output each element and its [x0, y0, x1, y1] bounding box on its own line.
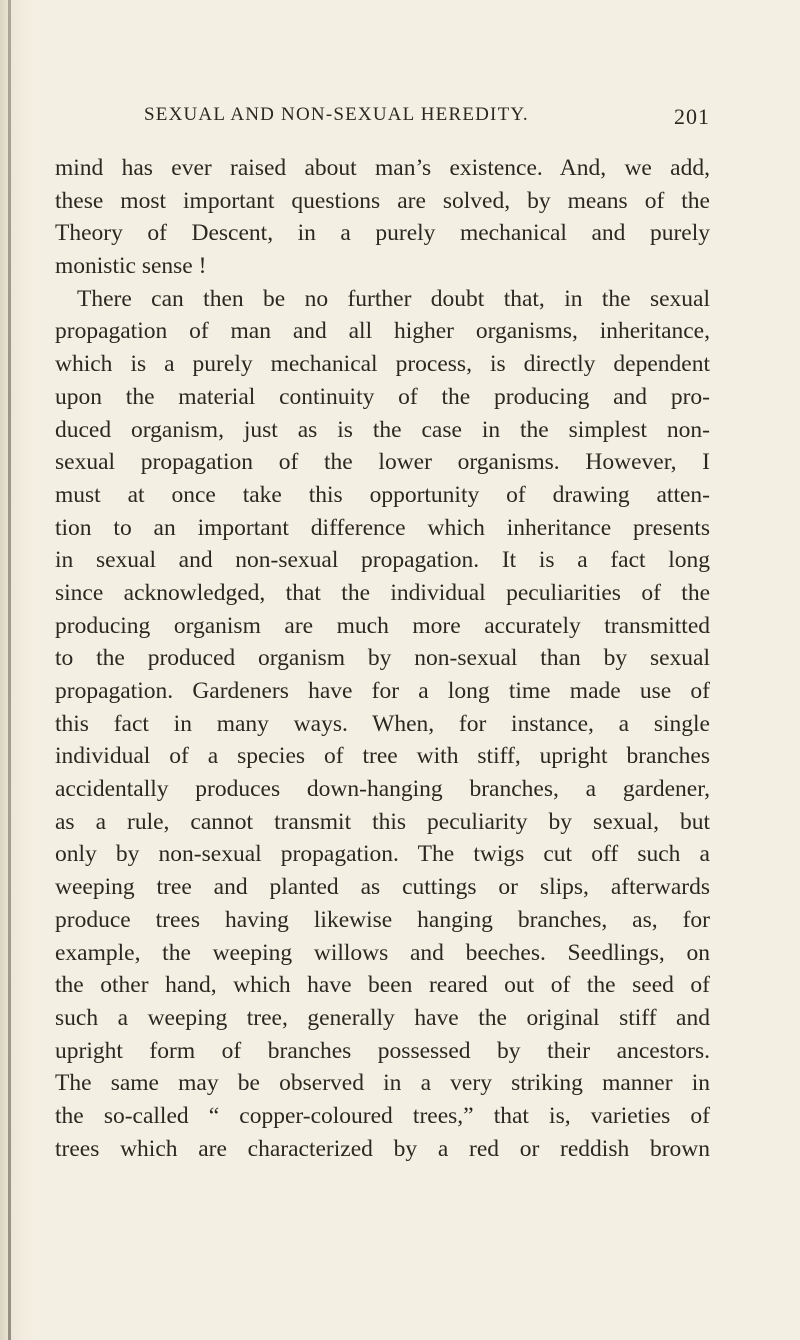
text-line: tion to an important difference which inheritance presents: [55, 514, 710, 541]
text-line: since acknowledged, that the individual peculiarities of the: [55, 579, 710, 606]
text-line: only by non-sexual propagation. The twigs cut off such a: [55, 841, 710, 868]
text-line: producing organism are much more accurately transmitted: [55, 612, 710, 639]
text-line: such a weeping tree, generally have the original stiff and: [55, 1004, 710, 1031]
text-line: this fact in many ways. When, for instance, a single: [55, 710, 710, 737]
text-line: monistic sense !: [55, 253, 207, 280]
text-line: in sexual and non-sexual propagation. It is a fact long: [55, 547, 710, 574]
body-text: [55, 152, 710, 1165]
page-number: 201: [674, 104, 710, 129]
text-line: the so-called “ copper-coloured trees,” that is, varieties of: [55, 1102, 710, 1129]
text-line: propagation of man and all higher organisms, inheritance,: [55, 318, 710, 345]
text-line: the other hand, which have been reared out of the seed of: [55, 972, 710, 999]
text-line: example, the weeping willows and beeches. Seedlings, on: [55, 939, 710, 966]
text-line: sexual propagation of the lower organisms. However, I: [55, 449, 710, 476]
text-line: individual of a species of tree with stiff, upright branches: [55, 743, 710, 770]
text-line: as a rule, cannot transmit this peculiarity by sexual, but: [55, 808, 710, 835]
text-line: must at once take this opportunity of drawing atten-: [55, 481, 710, 508]
text-line: these most important questions are solved, by means of the: [55, 187, 710, 214]
book-gutter: [0, 0, 34, 1340]
text-line: upon the material continuity of the producing and pro-: [55, 383, 710, 410]
text-line: upright form of branches possessed by their ancestors.: [55, 1037, 710, 1064]
text-line: mind has ever raised about man’s existence. And, we add,: [55, 155, 710, 181]
binding-edge: [8, 0, 11, 1340]
text-line: Theory of Descent, in a purely mechanical and purely: [55, 220, 710, 247]
text-line: which is a purely mechanical process, is directly dependent: [55, 351, 710, 378]
text-line: propagation. Gardeners have for a long time made use of: [55, 678, 710, 704]
text-line: weeping tree and planted as cuttings or slips, afterwards: [55, 874, 710, 901]
text-line: to the produced organism by non-sexual than by sexual: [55, 645, 710, 672]
running-header: [130, 104, 710, 134]
text-line: duced organism, just as is the case in the simplest non-: [55, 416, 710, 443]
text-line: accidentally produces down-hanging branches, a gardener,: [55, 776, 710, 803]
text-line: trees which are characterized by a red or reddish brown: [55, 1135, 710, 1162]
text-line: The same may be observed in a very striking manner in: [55, 1070, 710, 1097]
text-line: produce trees having likewise hanging branches, as, for: [55, 906, 710, 933]
paragraph-first-line: There can then be no further doubt that, in the sexual: [77, 285, 710, 312]
running-title: SEXUAL AND NON-SEXUAL HEREDITY.: [144, 104, 529, 125]
